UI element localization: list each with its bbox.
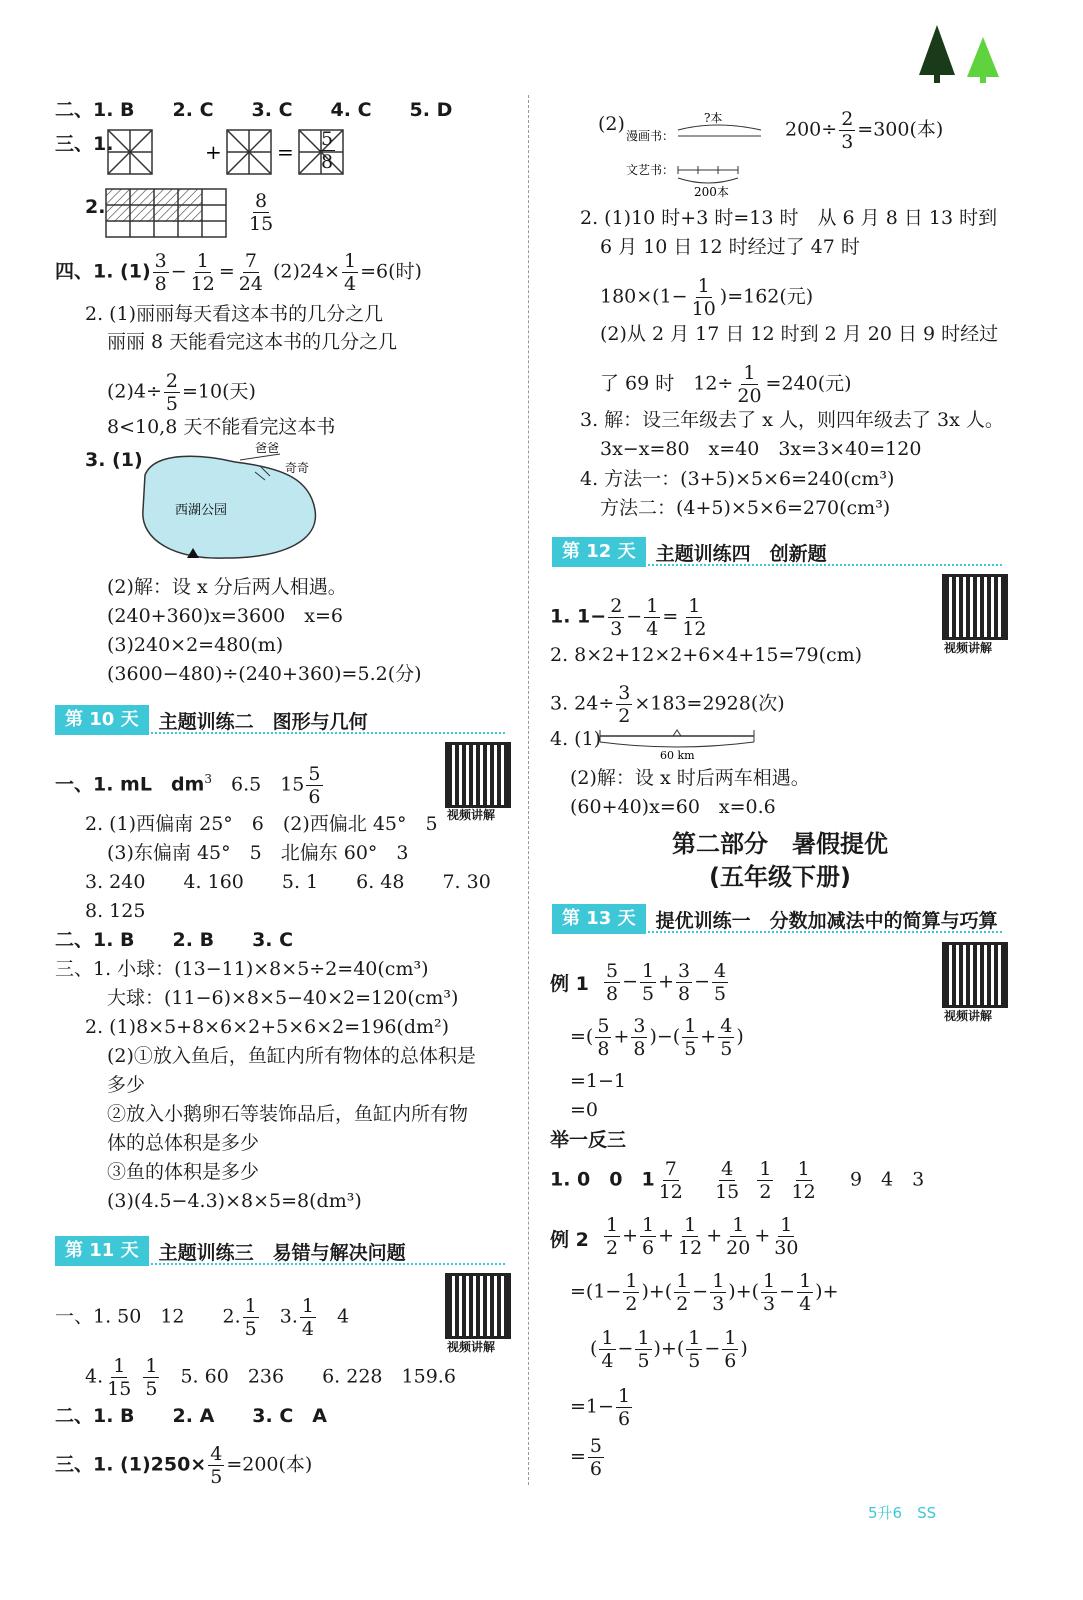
svg-text:60 km: 60 km [660,749,695,762]
answer-label: (2) [598,113,625,135]
line-diagram [626,108,786,200]
answer-line: 3. 解：设三年级去了 x 人，则四年级去了 3x 人。 [580,409,1004,431]
answer-line: =0 [570,1099,599,1121]
answer-line: 4. 方法一：(3+5)×5×6=240(cm³) [580,468,895,490]
numerator: 5 [321,128,334,150]
denominator: 8 [321,151,334,173]
answer-line: ②放入小鹅卵石等装饰品后，鱼缸内所有物 [107,1103,469,1125]
example-label: 例 2 [550,1229,589,1251]
park-map [135,440,355,570]
qq-label: 奇奇 [285,461,310,475]
answer-label: 三、1. [55,133,114,155]
part-heading: 第二部分 暑假提优 [672,830,888,858]
denominator: 15 [249,213,274,235]
answer-line: 2. (1)8×5+8×6×2+5×6×2=196(dm²) [85,1016,450,1038]
math-line: 1. 1− $\frac{2}{3}$ − $\frac{1}{4}$ = $\frac{1}{12}$ [550,595,707,640]
qr-code[interactable] [942,574,1008,640]
qr-label: 视频讲解 [944,1009,993,1023]
math-line: = $\frac{5}{6}$ [570,1435,603,1480]
answer-line: (3)(4.5−4.3)×8×5=8(dm³) [107,1190,362,1212]
divider [632,931,1002,933]
answer-line: 8. 125 [85,900,146,922]
qr-code[interactable] [445,1273,511,1339]
day-badge: 第 13 天 [552,904,646,934]
distance-diagram [598,726,758,762]
math-line: $\frac{1}{2}$ + $\frac{1}{6}$ + $\frac{1}{12}$ + $\frac{1}{20}$ + $\frac{1}{30}$ [606,1214,799,1259]
math-line: 四、1. (1) $\frac{3}{8}$ − $\frac{1}{12}$ = $\frac{7}{24}$ (2)24× $\frac{1}{4}$ =6(时) [55,250,422,295]
divider [135,732,505,734]
answer-line: (2)从 2 月 17 日 12 时到 2 月 20 日 9 时经过 [600,323,999,345]
qr-label: 视频讲解 [447,1340,496,1354]
answer-line: =1−1 [570,1070,627,1092]
qr-code[interactable] [942,942,1008,1008]
math-line: =1− $\frac{1}{6}$ [570,1385,631,1430]
math-line: 3. 24÷ $\frac{3}{2}$ ×183=2928(次) [550,682,785,727]
answer-line: 2. (1)10 时+3 时=13 时 从 6 月 8 日 13 时到 [580,207,998,229]
answer-label: 3. (1) [85,449,143,471]
svg-text:=: = [277,140,294,164]
answer-line: ③鱼的体积是多少 [107,1161,260,1183]
shaded-rectangle [105,188,235,240]
section-title: 主题训练四 创新题 [655,542,827,565]
divider [632,564,1002,566]
math-line: 一、1. mL $dm^3$ 6.5 15 $\frac{5}{6}$ [55,763,321,808]
example-label: 例 1 [550,973,589,995]
math-line: 了 69 时 12÷ $\frac{1}{20}$ =240(元) [600,362,852,407]
day-badge: 第 11 天 [55,1236,149,1266]
math-line: =( $\frac{5}{8}$ + $\frac{3}{8}$ )−( $\frac{1}{5}$ + $\frac{4}{5}$ ) [570,1015,744,1060]
day-badge: 第 12 天 [552,537,646,567]
day-badge: 第 10 天 [55,705,149,735]
answer-line: 2. (1)丽丽每天看这本书的几分之几 [85,303,384,325]
answer-line: (2)①放入鱼后，鱼缸内所有物体的总体积是 [107,1045,476,1067]
math-line: 4. $\frac{1}{15}$ $\frac{1}{5}$ 5. 60 236 6. 228 159.6 [85,1355,456,1400]
svg-text:200本: 200本 [694,185,729,199]
section-banner [552,904,998,934]
answer-line: 6 月 10 日 12 时经过了 47 时 [600,236,860,258]
answer-line: 3x−x=80 x=40 3x=3×40=120 [600,438,922,460]
answer-line: (240+360)x=3600 x=6 [107,605,343,627]
answer-line: 二、1. B 2. B 3. C [55,929,294,951]
answer-line: 体的总体积是多少 [107,1132,260,1154]
tree-icon [915,25,1005,85]
answer-line: (3600−480)÷(240+360)=5.2(分) [107,663,422,685]
qr-label: 视频讲解 [447,808,496,822]
math-line: =(1− $\frac{1}{2}$ )+( $\frac{1}{2}$ − $\frac{1}{3}$ )+( $\frac{1}{3}$ − $\frac{1}{4}$ )+ [570,1270,839,1315]
answer-line: 方法二：(4+5)×5×6=270(cm³) [600,497,891,519]
subheading: 举一反三 [550,1129,627,1151]
answer-line: 2. 8×2+12×2+6×4+15=79(cm) [550,644,863,666]
section-title: 主题训练二 图形与几何 [158,710,368,733]
answer-line: 二、1. B 2. A 3. C A [55,1405,327,1427]
math-line: (2)4÷ $\frac{2}{5}$ =10(天) [107,370,256,415]
answer-line: (3)东偏南 45° 5 北偏东 60° 3 [107,842,409,864]
math-line: 三、1. (1)250× $\frac{4}{5}$ =200(本) [55,1443,313,1488]
math-line: 1. 0 0 1 $\frac{7}{12}$ $\frac{4}{15}$ $\frac{1}{2}$ $\frac{1}{12}$ 9 4 3 [550,1158,925,1203]
svg-text:漫画书：: 漫画书： [626,129,675,143]
svg-text:?本: ?本 [704,111,723,125]
qr-code[interactable] [445,742,511,808]
answer-line: 8<10,8 天不能看完这本书 [107,416,336,438]
answer-line: 三、1. 小球：(13−11)×8×5÷2=40(cm³) [55,958,429,980]
svg-text:+: + [205,140,222,164]
section-title: 主题训练三 易错与解决问题 [158,1241,406,1264]
qr-label: 视频讲解 [944,641,993,655]
math-line: 一、1. 50 12 2. $\frac{1}{5}$ 3. $\frac{1}{4}$ 4 [55,1295,350,1340]
answer-line: 多少 [107,1074,146,1096]
page-number: 5升6 SS [868,1504,937,1522]
answer-line: (2)解：设 x 分后两人相遇。 [107,576,347,598]
answer-line: (60+40)x=60 x=0.6 [570,796,776,818]
answer-line: 大球：(11−6)×8×5−40×2=120(cm³) [107,987,459,1009]
math-line: 180×(1− $\frac{1}{10}$ )=162(元) [600,275,814,320]
dad-label: 爸爸 [255,441,280,455]
svg-text:文艺书：: 文艺书： [626,163,675,177]
column-divider [528,95,529,1485]
grade-heading: (五年级下册) [709,863,851,891]
section-banner [55,705,368,735]
answer-line: 丽丽 8 天能看完这本书的几分之几 [107,331,398,353]
math-line: ( $\frac{1}{4}$ − $\frac{1}{5}$ )+( $\frac{1}{5}$ − $\frac{1}{6}$ ) [590,1327,748,1372]
answer-line: (2)解：设 x 时后两车相遇。 [570,767,810,789]
section-title: 提优训练一 分数加减法中的简算与巧算 [655,909,998,932]
numerator: 8 [255,190,268,212]
answer-line: 3. 240 4. 160 5. 1 6. 48 7. 30 [85,871,491,893]
section-banner [55,1236,406,1266]
map-label: 西湖公园 [175,503,228,518]
section-banner [552,537,827,567]
answer-line: (3)240×2=480(m) [107,634,284,656]
divider [135,1263,505,1265]
answer-label: 2. [85,196,106,218]
math-line: 200÷ $\frac{2}{3}$ =300(本) [785,108,944,153]
math-line: $\frac{5}{8}$ − $\frac{1}{5}$ + $\frac{3}{8}$ − $\frac{4}{5}$ [606,960,727,1005]
answer-line: 4. (1) [550,728,602,750]
answer-line: 2. (1)西偏南 25° 6 (2)西偏北 45° 5 [85,813,438,835]
answer-line: 二、1. B 2. C 3. C 4. C 5. D [55,99,453,121]
